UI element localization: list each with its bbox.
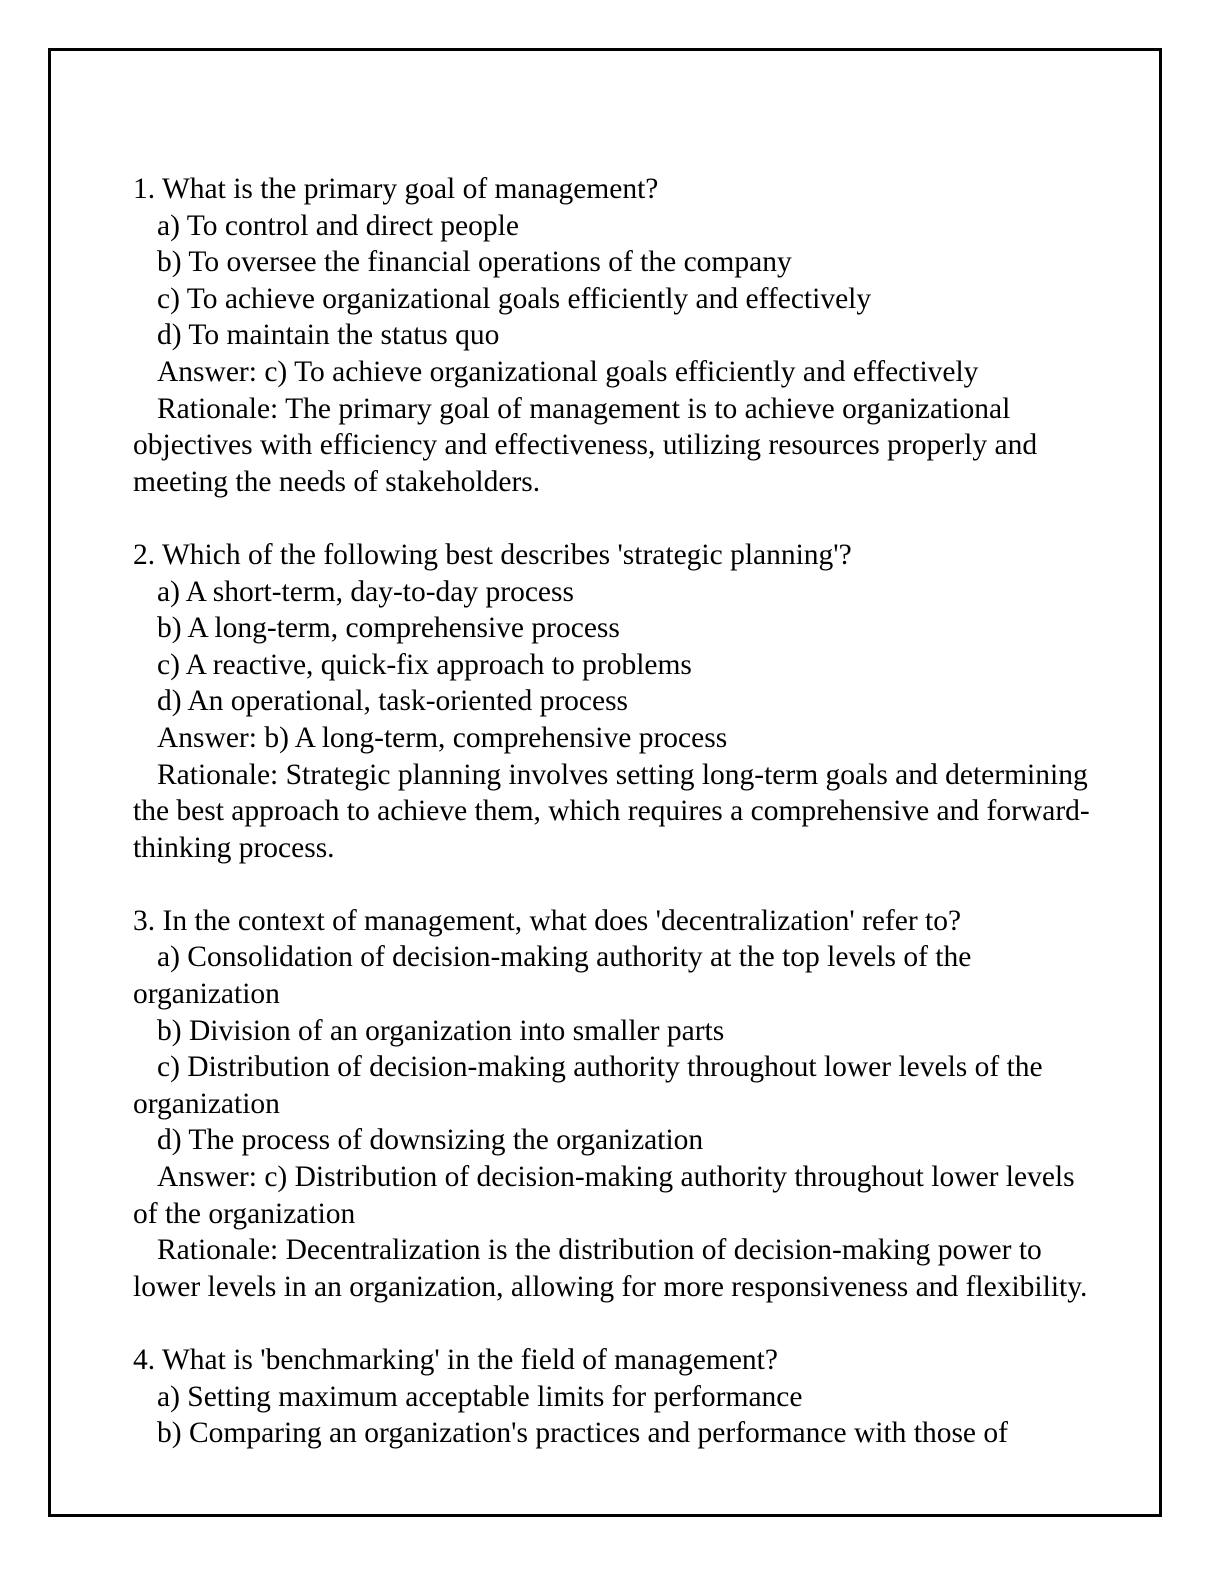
question-text: 3. In the context of management, what does 'decentralization' refer to? [133, 904, 962, 937]
option-b: b) Comparing an organization's practices and performance with those of [157, 1417, 1008, 1450]
question-block [133, 171, 1093, 500]
spacer [133, 866, 1093, 903]
question-text: 1. What is the primary goal of management? [133, 173, 659, 205]
spacer [133, 500, 1093, 537]
option-c: c) A reactive, quick-fix approach to problems [157, 648, 692, 681]
rationale-text: Rationale: Strategic planning involves setting long-term goals and determining the best approach to achieve them, which requires a comprehensive and forward-thinking process. [133, 758, 1096, 864]
option-b: b) A long-term, comprehensive process [157, 612, 620, 645]
question-block [133, 537, 1096, 866]
question-text: 4. What is 'benchmarking' in the field of management? [133, 1344, 778, 1376]
rationale-text: Rationale: Decentralization is the distribution of decision-making power to lower levels in an organization, allowing for more responsiveness and flexibility. [133, 1234, 1088, 1303]
option-a: a) Setting maximum acceptable limits for performance [157, 1380, 803, 1413]
option-b: b) To oversee the financial operations of the company [157, 246, 792, 279]
option-b: b) Division of an organization into smaller parts [157, 1014, 725, 1047]
answer-text: Answer: b) A long-term, comprehensive process [157, 721, 728, 754]
option-a: a) A short-term, day-to-day process [157, 575, 574, 608]
option-d: d) To maintain the status quo [157, 319, 500, 352]
answer-text: Answer: c) Distribution of decision-making authority throughout lower levels of the organization [133, 1161, 1082, 1230]
option-d: d) The process of downsizing the organization [157, 1124, 704, 1157]
option-c: c) Distribution of decision-making authority throughout lower levels of the organization [133, 1051, 1051, 1120]
option-a: a) Consolidation of decision-making authority at the top levels of the organization [133, 941, 979, 1011]
answer-text: Answer: c) To achieve organizational goals efficiently and effectively [157, 355, 979, 388]
option-d: d) An operational, task-oriented process [157, 685, 629, 718]
question-block [133, 903, 1093, 1306]
question-text: 2. Which of the following best describes 'strategic planning'? [133, 538, 852, 571]
option-c: c) To achieve organizational goals efficiently and effectively [157, 282, 872, 315]
spacer [133, 1305, 1093, 1342]
document-content [133, 171, 1096, 1452]
option-a: a) To control and direct people [157, 209, 519, 242]
rationale-text: Rationale: The primary goal of management is to achieve organizational objectives with efficiency and effectiveness, utilizing resources properly and meeting the needs of stakeholders. [133, 392, 1045, 498]
question-block [133, 1342, 1093, 1452]
